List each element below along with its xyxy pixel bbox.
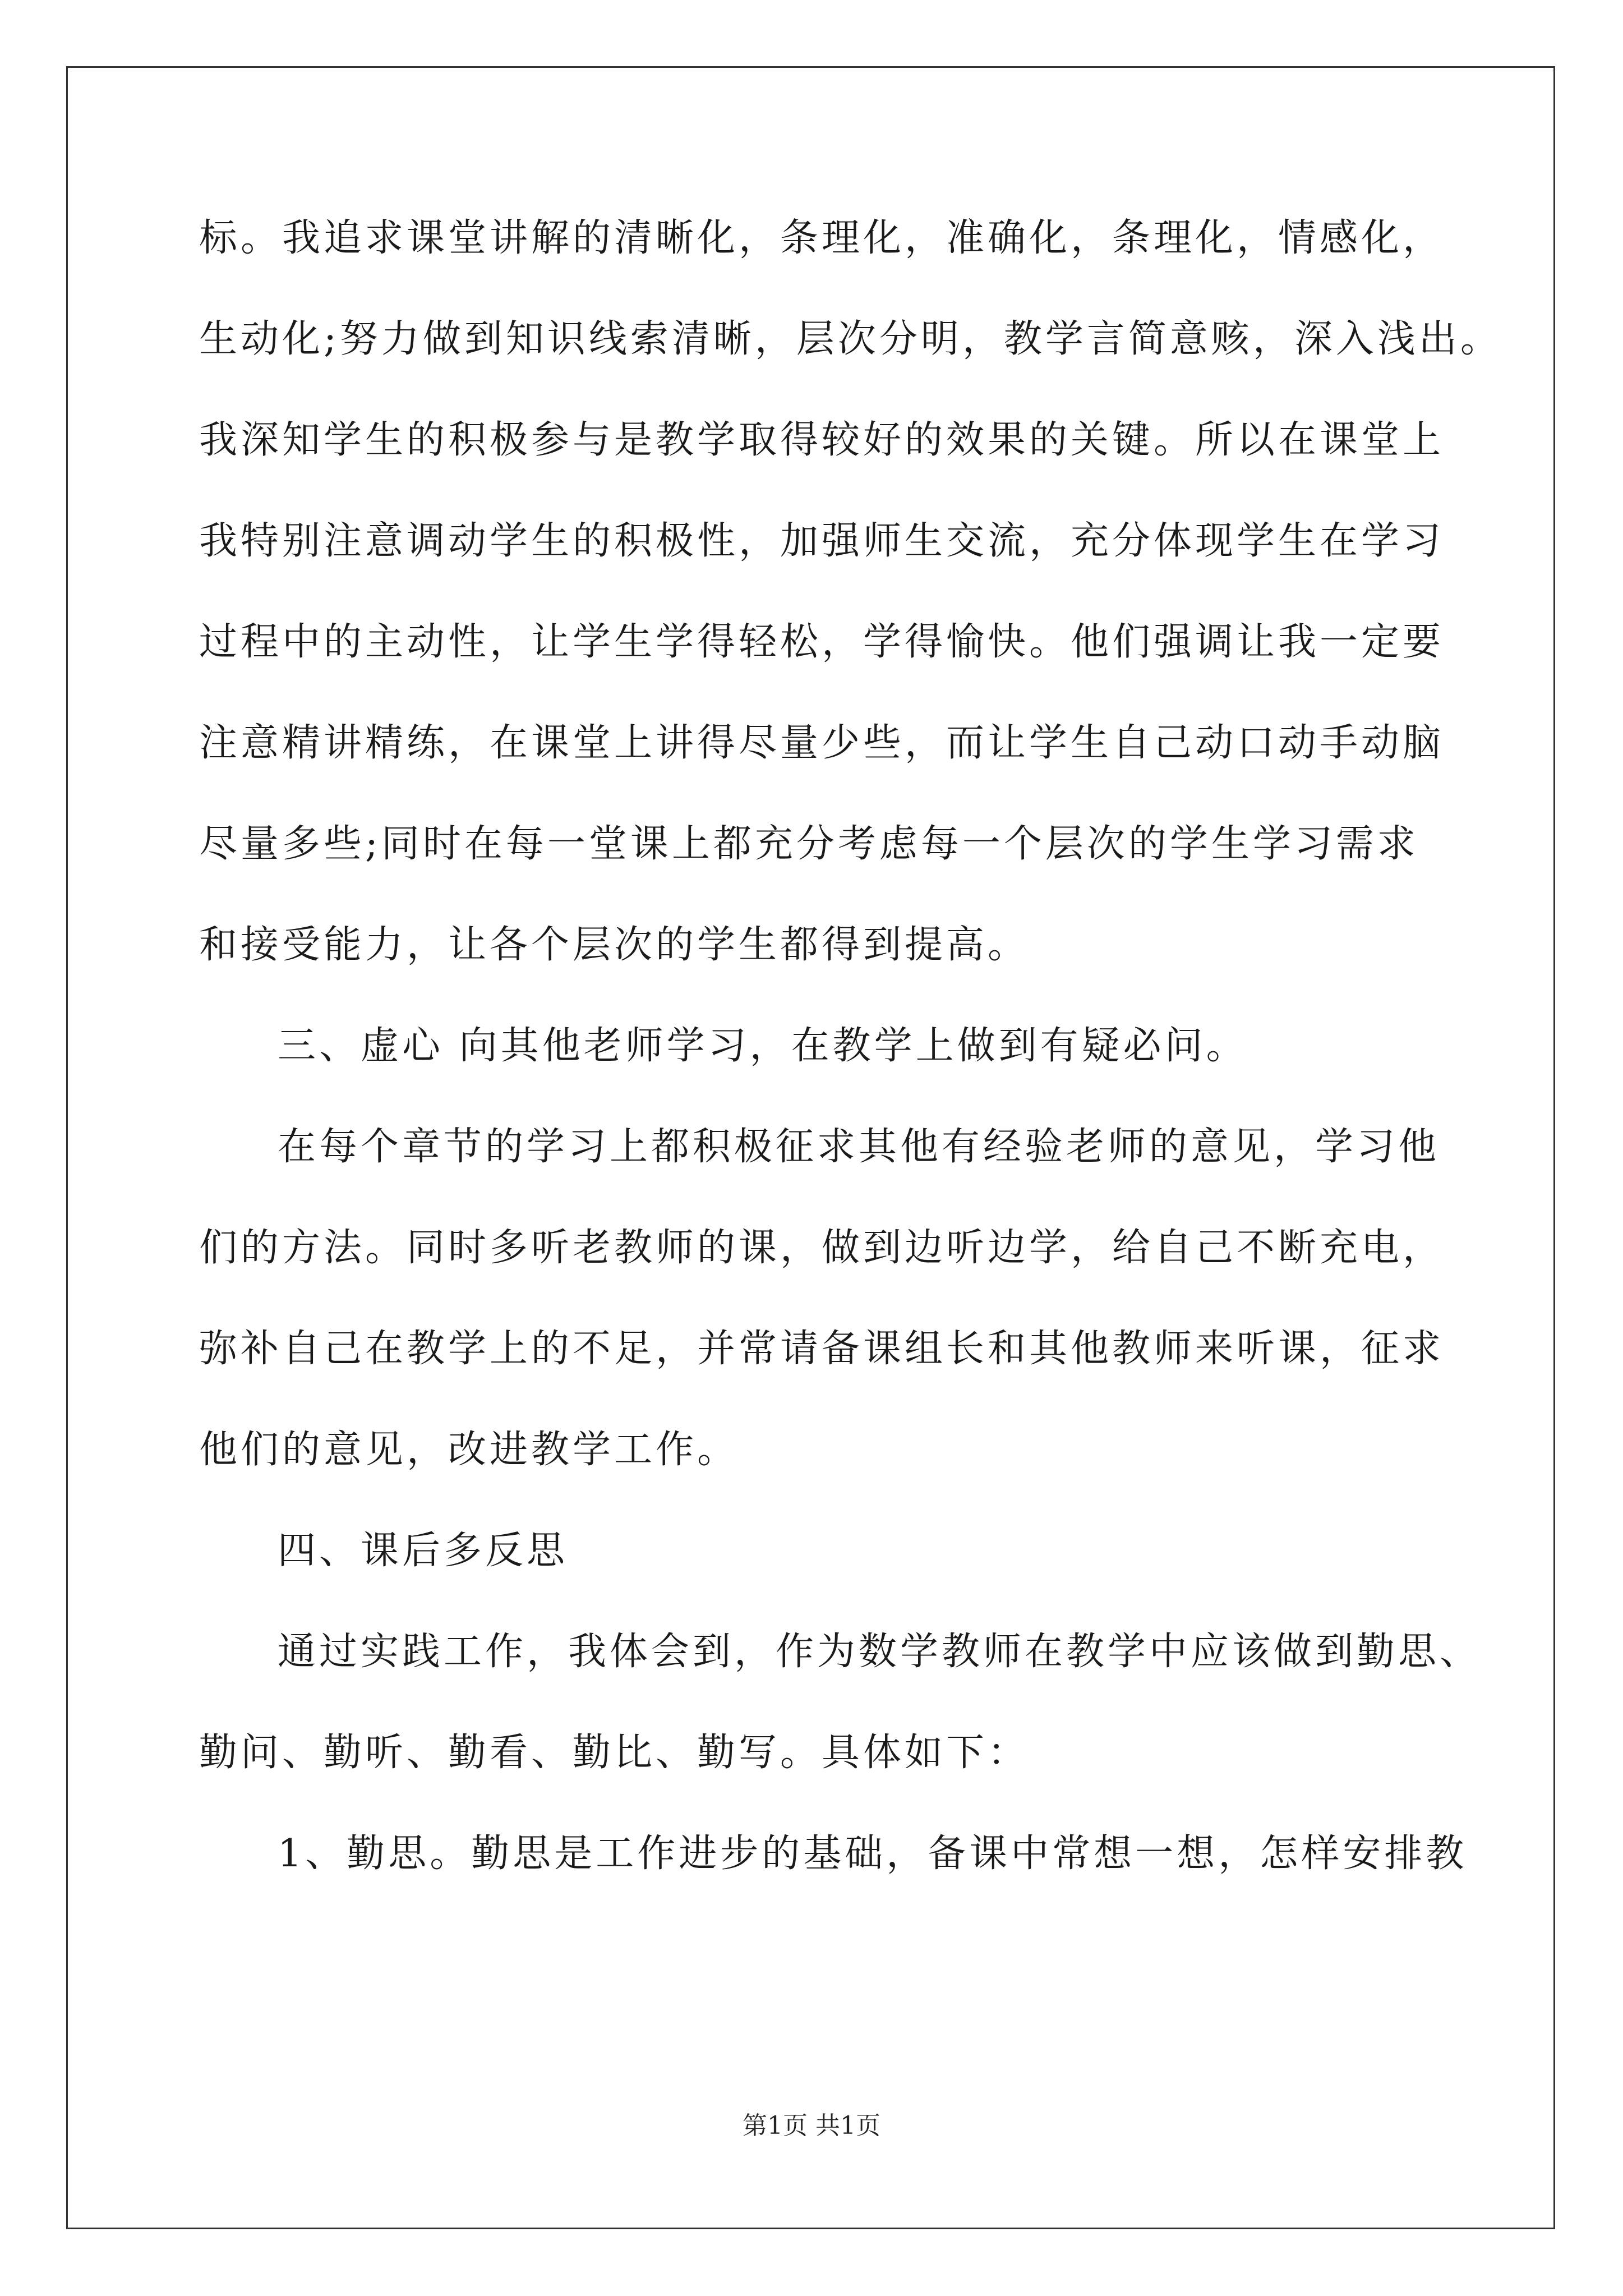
text-line: 过程中的主动性，让学生学得轻松，学得愉快。他们强调让我一定要 xyxy=(199,620,1445,664)
text-line: 在每个章节的学习上都积极征求其他有经验老师的意见，学习他 xyxy=(278,1125,1440,1169)
text-line: 弥补自己在教学上的不足，并常请备课组长和其他教师来听课，征求 xyxy=(199,1327,1445,1371)
text-line: 我特别注意调动学生的积极性，加强师生交流，充分体现学生在学习 xyxy=(199,519,1445,563)
text-line: 和接受能力，让各个层次的学生都得到提高。 xyxy=(199,923,1030,967)
text-line: 标。我追求课堂讲解的清晰化，条理化，准确化，条理化，情感化， xyxy=(199,216,1445,260)
text-line: 我深知学生的积极参与是教学取得较好的效果的关键。所以在课堂上 xyxy=(199,418,1445,462)
text-line: 1、勤思。勤思是工作进步的基础，备课中常想一想，怎样安排教 xyxy=(278,1832,1468,1876)
text-line: 勤问、勤听、勤看、勤比、勤写。具体如下： xyxy=(199,1731,1030,1775)
text-line: 注意精讲精练，在课堂上讲得尽量少些，而让学生自己动口动手动脑 xyxy=(199,721,1445,765)
page-number-footer: 第1页 共1页 xyxy=(743,2111,880,2140)
text-line: 生动化;努力做到知识线索清晰，层次分明，教学言简意赅，深入浅出。 xyxy=(199,317,1502,361)
text-line: 尽量多些;同时在每一堂课上都充分考虑每一个层次的学生学习需求 xyxy=(199,822,1419,866)
section-heading: 四、课后多反思 xyxy=(278,1529,569,1573)
text-line: 他们的意见，改进教学工作。 xyxy=(199,1428,739,1472)
text-line: 们的方法。同时多听老教师的课，做到边听边学，给自己不断充电， xyxy=(199,1226,1445,1270)
section-heading: 三、虚心 向其他老师学习，在教学上做到有疑必问。 xyxy=(278,1024,1248,1068)
text-line: 通过实践工作，我体会到，作为数学教师在教学中应该做到勤思、 xyxy=(278,1630,1482,1674)
